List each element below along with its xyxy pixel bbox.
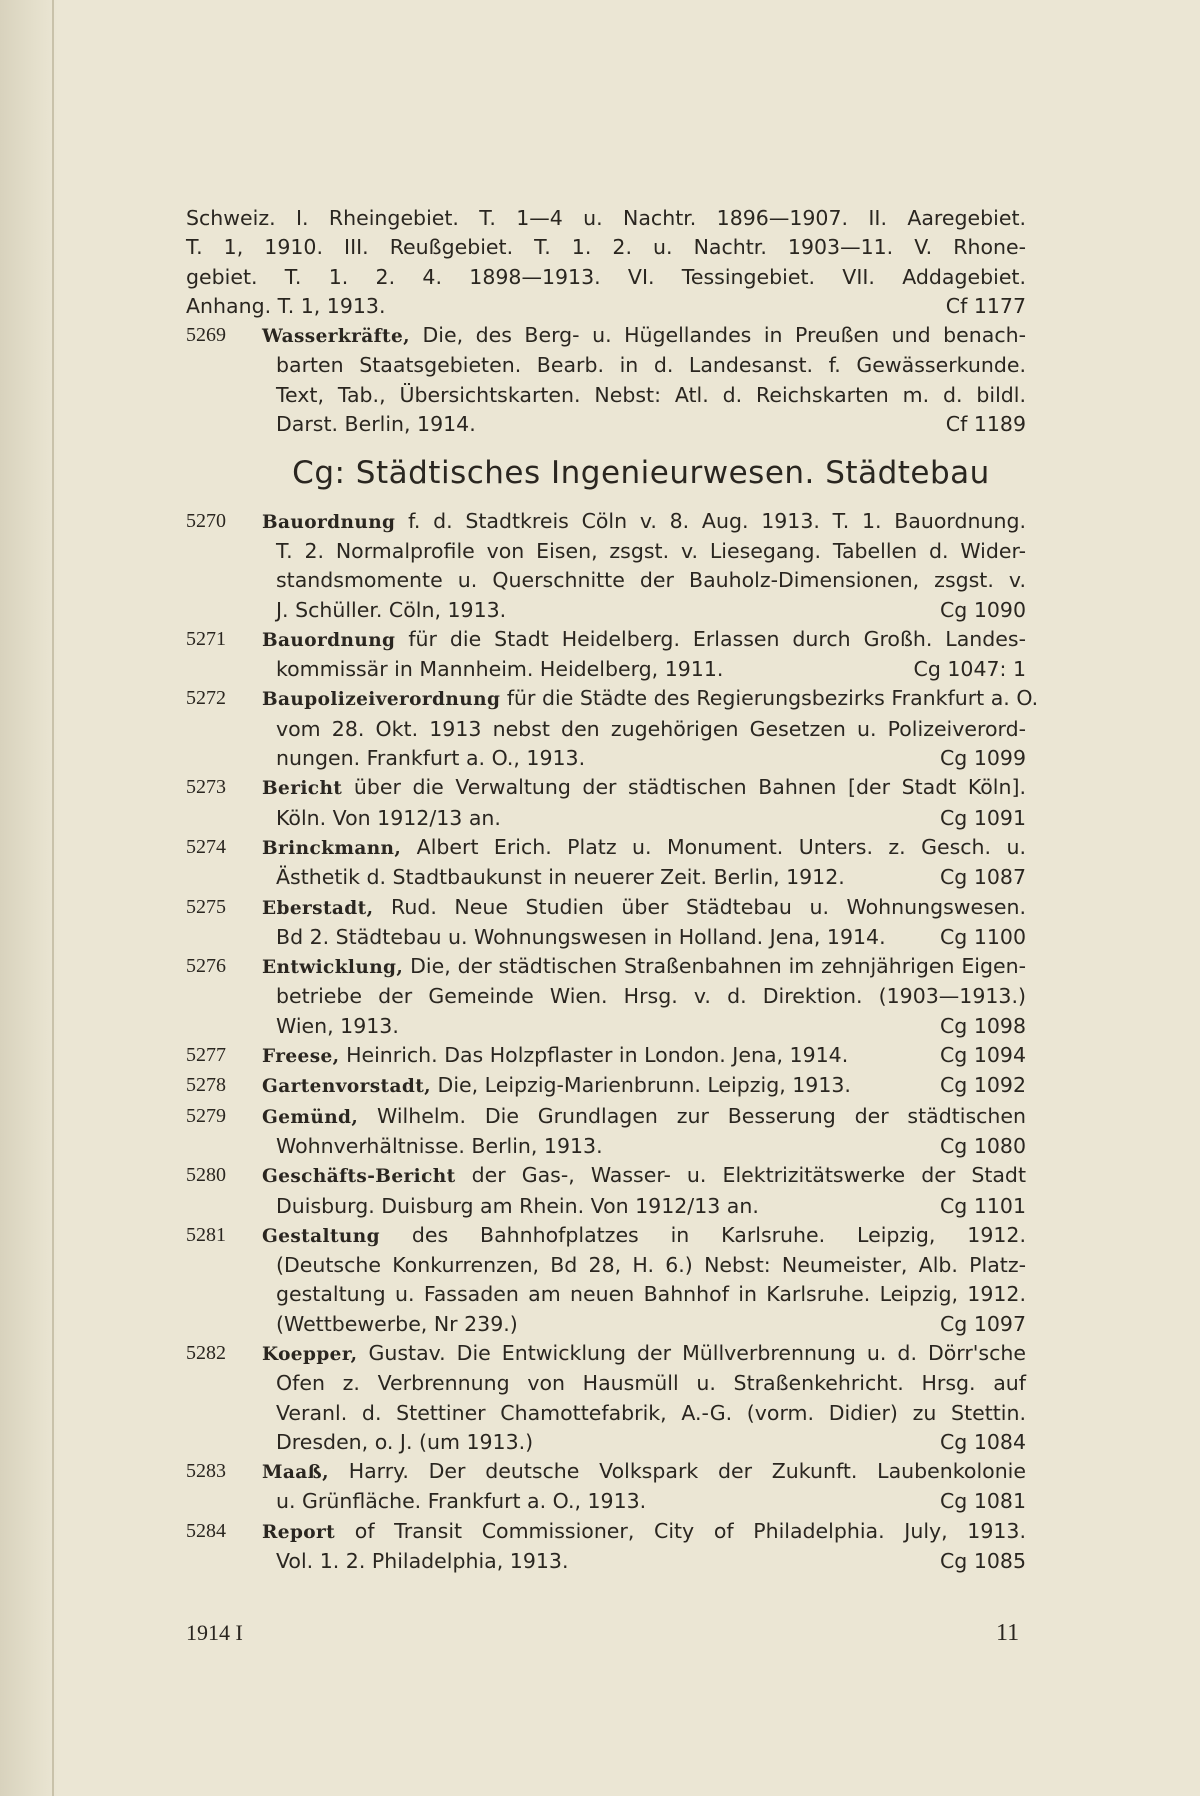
entry-heading: Report	[262, 1521, 336, 1543]
call-number: Cg 1081	[939, 1489, 1026, 1514]
entry-line	[262, 982, 1026, 1011]
entry-text: (Wettbewerbe, Nr 239.)	[276, 1311, 518, 1336]
entry-text: vom 28. Okt. 1913 nebst den zugehörigen Gesetzen u. Polizeiverord-	[276, 716, 1026, 741]
call-number: Cg 1047: 1	[913, 657, 1026, 682]
entry-line	[262, 1012, 1026, 1041]
entry-heading: Freese,	[262, 1046, 340, 1068]
call-number: Cg 1099	[939, 746, 1026, 771]
entry-text: of Transit Commissioner, City of Philadelphia. July, 1913.	[354, 1518, 1026, 1543]
entry-heading: Geschäfts-Bericht	[262, 1166, 456, 1188]
call-number: Cg 1087	[939, 865, 1026, 890]
entry-heading: Gemünd,	[262, 1106, 359, 1128]
entry-text: f. d. Stadtkreis Cöln v. 8. Aug. 1913. T. 1. Bauordnung.	[408, 508, 1026, 533]
entry-body	[262, 773, 1026, 833]
entry-text: gestaltung u. Fassaden am neuen Bahnhof in Karlsruhe. Leipzig, 1912.	[276, 1282, 1026, 1307]
entry-number: 5281	[186, 1223, 226, 1246]
entry-line	[262, 381, 1026, 410]
entry-number: 5269	[186, 324, 226, 347]
entry-number: 5275	[186, 895, 226, 918]
entry-body	[262, 1339, 1026, 1457]
entry-text: Darst. Berlin, 1914.	[276, 412, 476, 437]
call-number: Cg 1084	[939, 1429, 1026, 1454]
entry-number: 5277	[186, 1044, 226, 1067]
entry-text: Wien, 1913.	[276, 1013, 399, 1038]
entry-text: Albert Erich. Platz u. Monument. Unters. z. Gesch. u.	[416, 834, 1026, 859]
entry-text: (Deutsche Konkurrenzen, Bd 28, H. 6.) Nebst: Neumeister, Alb. Platz-	[276, 1253, 1026, 1278]
entry-line	[262, 410, 1026, 439]
intro-continuation	[186, 204, 1026, 321]
catalog-entry	[186, 773, 1026, 833]
entry-text: Die, des Berg- u. Hügellandes in Preußen und benach-	[422, 323, 1026, 348]
entry-line	[262, 1310, 1026, 1339]
entry-line	[262, 1102, 1026, 1132]
entry-heading: Bauordnung	[262, 629, 396, 651]
entry-text: Bd 2. Städtebau u. Wohnungswesen in Holland. Jena, 1914.	[276, 924, 886, 949]
entry-line	[262, 1517, 1026, 1547]
entry-line	[262, 1399, 1026, 1428]
entry-heading: Bauordnung	[262, 511, 396, 533]
entry-number: 5273	[186, 776, 226, 799]
entry-text: betriebe der Gemeinde Wien. Hrsg. v. d. Direktion. (1903—1913.)	[276, 984, 1026, 1009]
entry-line	[262, 596, 1026, 625]
entry-line	[262, 863, 1026, 892]
entry-text: kommissär in Mannheim. Heidelberg, 1911.	[276, 657, 724, 682]
entry-text: standsmomente u. Querschnitte der Bauholz-Dimensionen, zsgst. v.	[276, 568, 1026, 593]
entry-line	[262, 684, 1039, 714]
entry-text: Duisburg. Duisburg am Rhein. Von 1912/13 an.	[276, 1193, 759, 1218]
page-gutter	[0, 0, 58, 1796]
entry-text: Die, Leipzig-Marienbrunn. Leipzig, 1913.	[437, 1073, 851, 1098]
call-number: Cg 1080	[939, 1133, 1026, 1158]
catalog-entry	[186, 1221, 1026, 1339]
entry-line	[262, 625, 1026, 655]
call-number: Cg 1097	[939, 1311, 1026, 1336]
entry-line	[262, 893, 1026, 923]
entry-line	[262, 1161, 1026, 1191]
entry-body	[262, 1071, 1026, 1101]
intro-line-last	[186, 292, 1026, 321]
entry-line	[262, 566, 1026, 595]
entry-heading: Entwicklung,	[262, 957, 404, 979]
entry-text: Die, der städtischen Straßenbahnen im zehnjährigen Eigen-	[410, 954, 1026, 979]
entry-text: über die Verwaltung der städtischen Bahnen [der Stadt Köln].	[353, 775, 1026, 800]
entry-body	[262, 1041, 1026, 1071]
entry-line	[262, 1071, 1026, 1101]
entry-heading: Bericht	[262, 778, 343, 800]
entry-line	[262, 507, 1026, 537]
entry-heading: Gartenvorstadt,	[262, 1076, 432, 1098]
entry-heading: Baupolizeiverordnung	[262, 689, 501, 711]
entry-line	[262, 1457, 1026, 1487]
entry-line	[262, 1221, 1026, 1251]
intro-line: Schweiz. I. Rheingebiet. T. 1—4 u. Nachtr. 1896—1907. II. Aaregebiet.	[186, 206, 1026, 230]
entry-body	[262, 1517, 1026, 1577]
entry-number: 5283	[186, 1460, 226, 1483]
call-number: Cf 1177	[945, 293, 1026, 318]
entry-body	[262, 625, 1026, 685]
entry-text: Wilhelm. Die Grundlagen zur Besserung der städtischen	[377, 1103, 1026, 1128]
entry-text: Köln. Von 1912/13 an.	[276, 805, 501, 830]
entry-heading: Wasserkräfte,	[262, 326, 410, 348]
call-number: Cf 1189	[945, 412, 1026, 437]
entry-heading: Gestaltung	[262, 1225, 380, 1247]
entry-number: 5270	[186, 509, 226, 532]
entry-line	[262, 1041, 1026, 1071]
footer-signature: 1914 I	[186, 1620, 243, 1645]
entry-body	[262, 893, 1026, 953]
catalog-entry	[186, 893, 1026, 953]
catalog-entry	[186, 507, 1026, 625]
entry-body	[262, 1457, 1026, 1517]
entry-text: Rud. Neue Studien über Städtebau u. Wohnungswesen.	[391, 894, 1026, 919]
entry-line	[262, 537, 1026, 566]
entry-body	[262, 684, 1039, 773]
entry-line	[262, 1251, 1026, 1280]
entry-line	[262, 1132, 1026, 1161]
entry-body	[262, 507, 1026, 625]
call-number: Cg 1101	[939, 1193, 1026, 1218]
call-number: Cg 1091	[939, 805, 1026, 830]
entry-line	[262, 952, 1026, 982]
entry-number: 5280	[186, 1164, 226, 1187]
entry-line	[262, 804, 1026, 833]
entry-line	[262, 1428, 1026, 1457]
catalog-entry	[186, 1071, 1026, 1101]
entry-text: Wohnverhältnisse. Berlin, 1913.	[276, 1133, 603, 1158]
catalog-entry	[186, 1339, 1026, 1457]
entry-text: T. 2. Normalprofile von Eisen, zsgst. v. Liesegang. Tabellen d. Wider-	[276, 538, 1026, 563]
intro-text: Anhang. T. 1, 1913.	[186, 293, 386, 318]
call-number: Cg 1098	[939, 1013, 1026, 1038]
entry-line	[262, 744, 1026, 773]
entry-number: 5274	[186, 835, 226, 858]
entry-line	[262, 715, 1026, 744]
entries-before-section	[186, 321, 1026, 439]
entry-text: Dresden, o. J. (um 1913.)	[276, 1429, 534, 1454]
entry-number: 5279	[186, 1104, 226, 1127]
page-number: 11	[996, 1620, 1020, 1646]
entries-after-section	[186, 507, 1039, 1577]
entry-number: 5284	[186, 1519, 226, 1542]
entry-text: für die Stadt Heidelberg. Erlassen durch Großh. Landes-	[408, 626, 1026, 651]
entry-text: Veranl. d. Stettiner Chamottefabrik, A.-G. (vorm. Didier) zu Stettin.	[276, 1400, 1026, 1425]
catalog-entry	[186, 833, 1026, 893]
entry-body	[262, 321, 1026, 439]
binding-fold	[52, 0, 54, 1796]
entry-text: für die Städte des Regierungsbezirks Frankfurt a. O.	[506, 686, 1039, 711]
entry-body	[262, 1221, 1026, 1339]
entry-text: Harry. Der deutsche Volkspark der Zukunft. Laubenkolonie	[348, 1459, 1026, 1484]
call-number: Cg 1085	[939, 1549, 1026, 1574]
entry-line	[262, 1280, 1026, 1309]
catalog-entry	[186, 1102, 1026, 1162]
section-title: Cg: Städtisches Ingenieurwesen. Städtebau	[292, 455, 990, 492]
catalog-entry	[186, 1517, 1026, 1577]
intro-line: gebiet. T. 1. 2. 4. 1898—1913. VI. Tessingebiet. VII. Addagebiet.	[186, 264, 1026, 289]
call-number: Cg 1094	[939, 1043, 1026, 1068]
entry-heading: Koepper,	[262, 1343, 358, 1365]
catalog-entry	[186, 1041, 1026, 1071]
entry-number: 5278	[186, 1074, 226, 1097]
entry-line	[262, 655, 1026, 684]
entry-text: Ofen z. Verbrennung von Hausmüll u. Straßenkehricht. Hrsg. auf	[276, 1371, 1026, 1396]
entry-line	[262, 1369, 1026, 1398]
entry-number: 5282	[186, 1341, 226, 1364]
entry-text: J. Schüller. Cöln, 1913.	[276, 597, 507, 622]
entry-line	[262, 773, 1026, 803]
entry-text: Heinrich. Das Holzpflaster in London. Jena, 1914.	[346, 1043, 849, 1068]
catalog-entry	[186, 684, 1039, 773]
entry-line	[262, 923, 1026, 952]
entry-heading: Brinckmann,	[262, 837, 402, 859]
entry-text: nungen. Frankfurt a. O., 1913.	[276, 746, 586, 771]
entry-text: der Gas-, Wasser- u. Elektrizitätswerke der Stadt	[471, 1163, 1026, 1188]
entry-text: u. Grünfläche. Frankfurt a. O., 1913.	[276, 1489, 647, 1514]
intro-line: T. 1, 1910. III. Reußgebiet. T. 1. 2. u. Nachtr. 1903—11. V. Rhone-	[186, 235, 1026, 260]
entry-text: Ästhetik d. Stadtbaukunst in neuerer Zeit. Berlin, 1912.	[276, 865, 845, 890]
catalog-entry	[186, 1457, 1026, 1517]
call-number: Cg 1092	[939, 1073, 1026, 1098]
entry-body	[262, 1161, 1026, 1221]
entry-text: Vol. 1. 2. Philadelphia, 1913.	[276, 1549, 569, 1574]
entry-body	[262, 952, 1026, 1041]
catalog-entry	[186, 625, 1026, 685]
catalog-entry	[186, 952, 1026, 1041]
entry-line	[262, 833, 1026, 863]
catalog-content	[186, 204, 1039, 1576]
entry-number: 5271	[186, 627, 226, 650]
entry-body	[262, 1102, 1026, 1162]
catalog-entry	[186, 321, 1026, 439]
entry-line	[262, 1339, 1026, 1369]
call-number: Cg 1090	[939, 597, 1026, 622]
entry-number: 5276	[186, 955, 226, 978]
entry-line	[262, 321, 1026, 351]
call-number: Cg 1100	[939, 924, 1026, 949]
entry-line	[262, 1192, 1026, 1221]
entry-line	[262, 351, 1026, 380]
catalog-entry	[186, 1161, 1026, 1221]
entry-text: des Bahnhofplatzes in Karlsruhe. Leipzig, 1912.	[411, 1222, 1026, 1247]
entry-line	[262, 1487, 1026, 1516]
entry-line	[262, 1547, 1026, 1576]
entry-heading: Eberstadt,	[262, 897, 374, 919]
entry-text: barten Staatsgebieten. Bearb. in d. Landesanst. f. Gewässerkunde.	[276, 353, 1026, 378]
entry-body	[262, 833, 1026, 893]
entry-number: 5272	[186, 687, 226, 710]
entry-heading: Maaß,	[262, 1462, 329, 1484]
entry-text: Gustav. Die Entwicklung der Müllverbrennung u. d. Dörr'sche	[368, 1340, 1026, 1365]
entry-text: Text, Tab., Übersichtskarten. Nebst: Atl. d. Reichskarten m. d. bildl.	[276, 382, 1026, 407]
